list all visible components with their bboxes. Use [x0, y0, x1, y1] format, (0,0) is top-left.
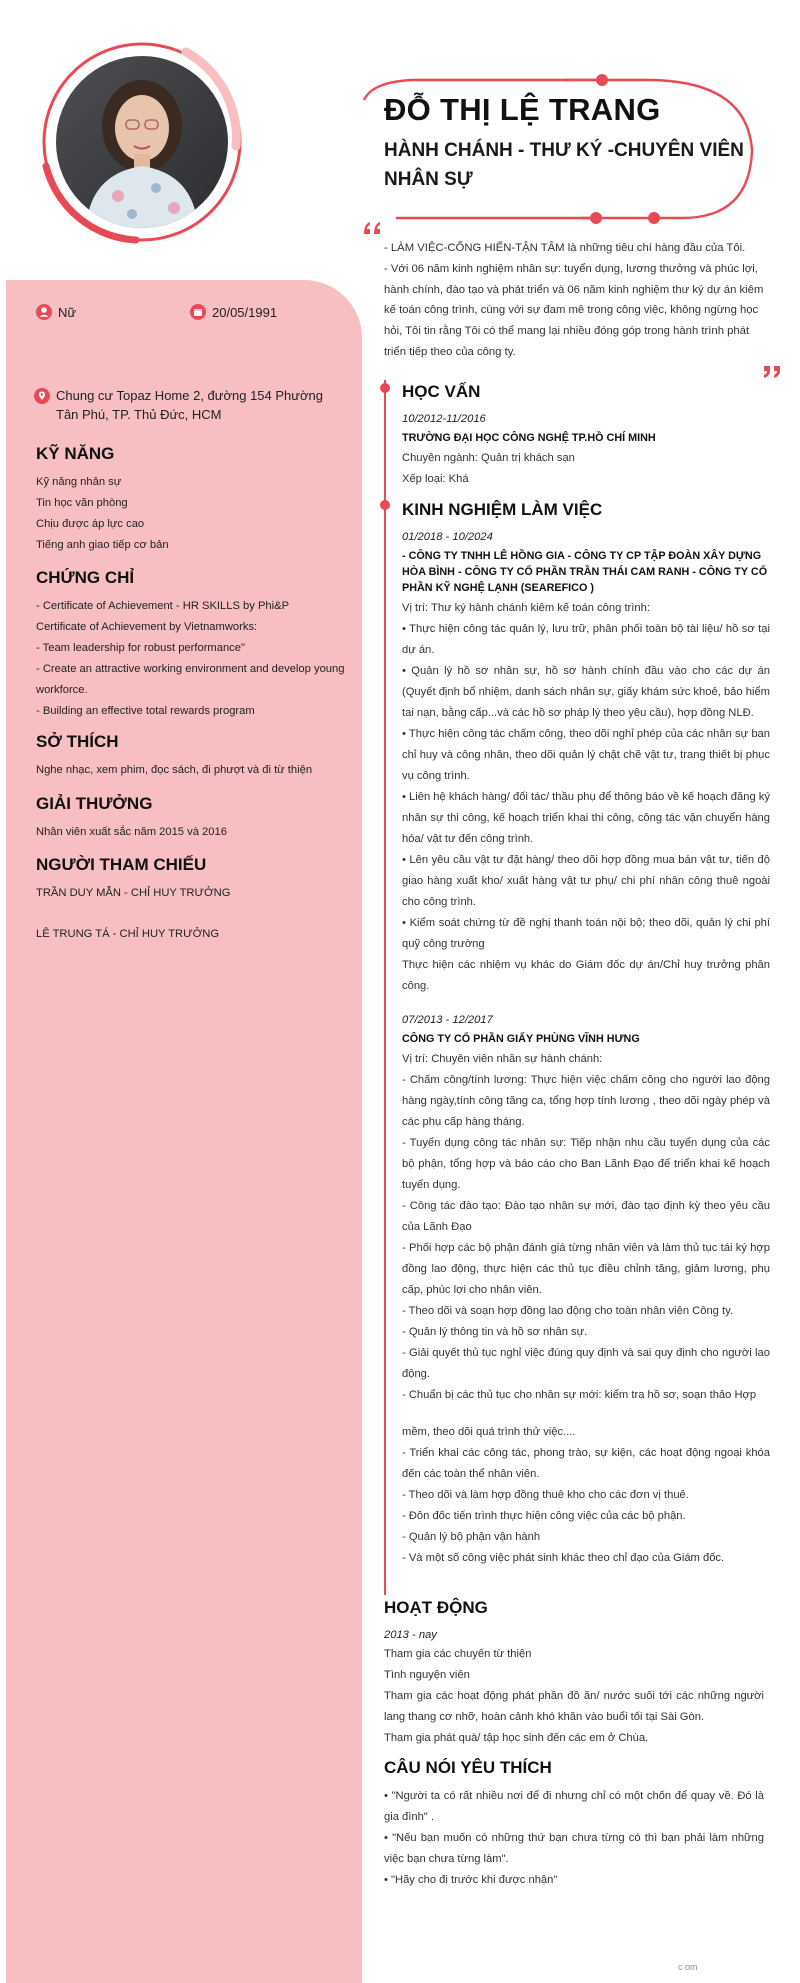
summary-line: - LÀM VIỆC-CỐNG HIẾN-TẬN TÂM là những tiêu chí hàng đầu của Tôi. [384, 242, 746, 254]
job-period: 07/2013 - 12/2017 [402, 1014, 493, 1026]
job-line: - Phối hợp các bộ phận đánh giá từng nhân viên và làm thủ tục tái ký hợp đồng lao động, thực hiện các thủ tục điều chỉnh tăng, giảm lương, phụ cấp, phúc lợi cho nhân viên. [402, 1242, 770, 1296]
job-line: - Công tác đào tạo: Đào tạo nhân sự mới, đào tạo định kỳ theo yêu cầu của Lãnh Đạo [402, 1200, 770, 1233]
job-line: - Triển khai các công tác, phong trào, sự kiện, các hoạt động ngoại khóa đến các toàn thể nhân viên. [402, 1447, 770, 1480]
job-entry [402, 528, 770, 997]
hobbies-section [36, 732, 352, 781]
references-section [36, 855, 352, 945]
skill-item: Tin học văn phòng [36, 497, 128, 509]
job-line: • Thực hiện công tác chấm công, theo dõi nghỉ phép của các nhân sự ban chỉ huy và công nhân, theo dõi quản lý chặt chẽ vật tư, trang thiết bị phục vụ công trình. [402, 728, 770, 782]
timeline-line [384, 380, 386, 1595]
profile-summary [384, 238, 764, 363]
certificate-item: - Building an effective total rewards program [36, 705, 255, 717]
job-line: - Và một số công việc phát sinh khác theo chỉ đạo của Giám đốc. [402, 1552, 725, 1564]
certificate-item: - Team leadership for robust performance" [36, 642, 245, 654]
skills-heading: KỸ NĂNG [36, 444, 115, 463]
reference-item: TRẦN DUY MẪN - CHỈ HUY TRƯỞNG [36, 887, 231, 899]
activity-line: Tham gia phát quà/ tập học sinh đến các em ở Chùa. [384, 1732, 649, 1744]
education-school: TRƯỜNG ĐẠI HỌC CÔNG NGHỆ TP.HỒ CHÍ MINH [402, 432, 656, 444]
certificates-section [36, 568, 352, 722]
certificates-heading: CHỨNG CHỈ [36, 568, 135, 587]
quotes-heading: CÂU NÓI YÊU THÍCH [384, 1758, 552, 1777]
job-entry [402, 1011, 770, 1569]
location-pin-icon [34, 388, 50, 404]
timeline-dot [380, 383, 390, 393]
profile-photo [56, 56, 228, 228]
gender-info [36, 304, 76, 320]
timeline-dot [380, 500, 390, 510]
hobbies-text: Nghe nhạc, xem phim, đọc sách, đi phượt và đi từ thiện [36, 764, 313, 776]
activities-heading: HOẠT ĐỘNG [384, 1598, 488, 1617]
education-grade: Xếp loại: Khá [402, 473, 469, 485]
job-line: • Kiểm soát chứng từ đề nghị thanh toán nội bộ; theo dõi, quản lý chi phí quỹ công trường [402, 917, 770, 950]
awards-heading: GIẢI THƯỞNG [36, 794, 153, 813]
job-line: - Quản lý thông tin và hồ sơ nhân sự. [402, 1326, 588, 1338]
references-heading: NGƯỜI THAM CHIẾU [36, 855, 207, 874]
summary-line: - Với 06 năm kinh nghiệm nhân sự: tuyển dụng, lương thưởng và phúc lợi, hành chính, đào tạo và phát triển và 06 năm kinh nghiệm thư ký dự án kiêm kế toán công trình, cùng với sự đam mê trong công việc, không ngừng học hỏi, Tôi tin rằng Tôi có thể mang lại nhiều đóng góp trong hành trình phát triển tiếp theo của công ty. [384, 262, 764, 358]
quote-item: • "Hãy cho đi trước khi được nhận" [384, 1874, 558, 1886]
skill-item: Tiếng anh giao tiếp cơ bản [36, 539, 169, 551]
job-line: • Lên yêu cầu vật tư đặt hàng/ theo dõi hợp đồng mua bán vật tư, tiến độ giao hàng xuất kho/ xuất hàng vật tư phụ/ chi phí nhân công thuê ngoài cho công trình. [402, 854, 770, 908]
quotes-section [384, 1758, 764, 1891]
person-name: ĐỖ THỊ LỆ TRANG [384, 92, 661, 127]
spacer [402, 997, 770, 1011]
job-line: • Quản lý hồ sơ nhân sự, hồ sơ hành chính đầu vào cho các dự án (Quyết định bổ nhiệm, danh sách nhân sự, giấy khám sức khoẻ, bảo hiểm tai nạn, bằng cấp...và các hồ sơ pháp lý theo yêu cầu), hợp đồng NLĐ. [402, 665, 770, 719]
job-line: - Chấm công/tính lương: Thực hiện việc chấm công cho người lao động hàng ngày,tính công tăng ca, tổng hợp tính lương , theo dõi ngày phép và các phụ cấp hàng tháng. [402, 1074, 770, 1128]
job-line: - Theo dõi và làm hợp đồng thuê kho cho các đơn vị thuê. [402, 1489, 689, 1501]
job-line: - Quản lý bộ phận vận hành [402, 1531, 541, 1543]
avatar [36, 36, 248, 248]
activities-period: 2013 - nay [384, 1629, 437, 1641]
job-line: Thực hiện các nhiệm vụ khác do Giám đốc dự án/Chỉ huy trưởng phân công. [402, 959, 770, 992]
job-company: CÔNG TY CỔ PHẦN GIẤY PHÙNG VĨNH HƯNG [402, 1033, 640, 1045]
job-line: - Đôn đốc tiến trình thực hiện công việc của các bộ phận. [402, 1510, 686, 1522]
job-line: Vị trí: Thư ký hành chánh kiêm kế toán công trình: [402, 602, 650, 614]
job-line: - Tuyển dụng công tác nhân sự: Tiếp nhận nhu cầu tuyển dụng của các bộ phận, tổng hợp và báo cáo cho Ban Lãnh Đạo để triển khai kế hoạch tuyển dụng. [402, 1137, 770, 1191]
skill-item: Kỹ năng nhân sự [36, 476, 122, 488]
certificate-item: Certificate of Achievement by Vietnamworks: [36, 621, 258, 633]
birthday-info [190, 304, 277, 320]
job-line: mềm, theo dõi quá trình thử việc.... [402, 1426, 576, 1438]
job-line: • Thực hiện công tác quản lý, lưu trữ, phân phối toàn bộ tài liệu/ hồ sơ tại dự án. [402, 623, 770, 656]
education-heading: HỌC VẤN [402, 382, 481, 401]
hobbies-heading: SỞ THÍCH [36, 732, 119, 751]
job-line: Vị trí: Chuyên viên nhân sự hành chánh: [402, 1053, 603, 1065]
calendar-icon [190, 304, 206, 320]
job-line: - Chuẩn bị các thủ tục cho nhân sự mới: kiểm tra hồ sơ, soạn thảo Hợp [402, 1389, 757, 1401]
address-info [34, 386, 344, 424]
education-period: 10/2012-11/2016 [402, 413, 486, 425]
reference-item: LÊ TRUNG TÁ - CHỈ HUY TRƯỞNG [36, 928, 220, 940]
activities-section [384, 1598, 764, 1749]
quote-close-icon [762, 364, 782, 380]
awards-text: Nhân viên xuất sắc năm 2015 và 2016 [36, 826, 227, 838]
user-icon [36, 304, 52, 320]
activity-line: Tham gia các hoạt động phát phần đồ ăn/ nước suối tới các những người lang thang cơ nhỡ, hoàn cảnh khó khăn vào buổi tối tại Sài Gòn. [384, 1690, 764, 1723]
education-section [402, 382, 770, 490]
person-title: HÀNH CHÁNH - THƯ KÝ -CHUYÊN VIÊN NHÂN SỰ [384, 140, 744, 190]
awards-section [36, 794, 352, 843]
job-line: - Theo dõi và soạn hợp đồng lao động cho toàn nhân viên Công ty. [402, 1305, 733, 1317]
quote-item: • "Người ta có rất nhiều nơi để đi nhưng chỉ có một chốn để quay về. Đó là gia đình" . [384, 1790, 764, 1823]
job-company: - CÔNG TY TNHH LÊ HỒNG GIA - CÔNG TY CP TẬP ĐOÀN XÂY DỰNG HÒA BÌNH - CÔNG TY CỔ PHẦN TRẦN THÁI CAM RANH - CÔNG TY CỔ PHẦN KỸ NGHỆ LẠNH (SEAREFICO ) [402, 550, 768, 594]
skills-section [36, 444, 352, 556]
education-major: Chuyên ngành: Quản trị khách sạn [402, 452, 575, 464]
certificate-item: - Create an attractive working environment and develop young workforce. [36, 663, 345, 696]
footer-watermark: c om [678, 1962, 698, 1972]
birthday-value: 20/05/1991 [212, 304, 278, 320]
experience-heading: KINH NGHIỆM LÀM VIỆC [402, 500, 603, 519]
activity-line: Tham gia các chuyến từ thiện [384, 1648, 532, 1660]
activity-line: Tình nguyện viên [384, 1669, 470, 1681]
quote-open-icon [362, 220, 382, 236]
job-line: • Liên hệ khách hàng/ đối tác/ thầu phụ để thông báo về kế hoạch đăng ký nhân sự thi công, kế hoạch triển khai thi công, công tác vận chuyển hàng hóa/ vật tư đến công trình. [402, 791, 770, 845]
profile-photo-illustration [56, 56, 228, 228]
address-value: Chung cư Topaz Home 2, đường 154 Phường Tân Phú, TP. Thủ Đức, HCM [56, 388, 323, 422]
skill-item: Chịu được áp lực cao [36, 518, 145, 530]
job-period: 01/2018 - 10/2024 [402, 531, 493, 543]
job-line: - Giải quyết thủ tục nghỉ việc đúng quy định và sai quy định cho người lao động. [402, 1347, 770, 1380]
quote-item: • "Nếu bạn muốn có những thứ bạn chưa từng có thì bạn phải làm những việc bạn chưa từng làm". [384, 1832, 764, 1865]
gender-value: Nữ [58, 304, 77, 320]
experience-section [402, 500, 770, 1569]
certificate-item: - Certificate of Achievement - HR SKILLS by Phi&P [36, 600, 290, 612]
